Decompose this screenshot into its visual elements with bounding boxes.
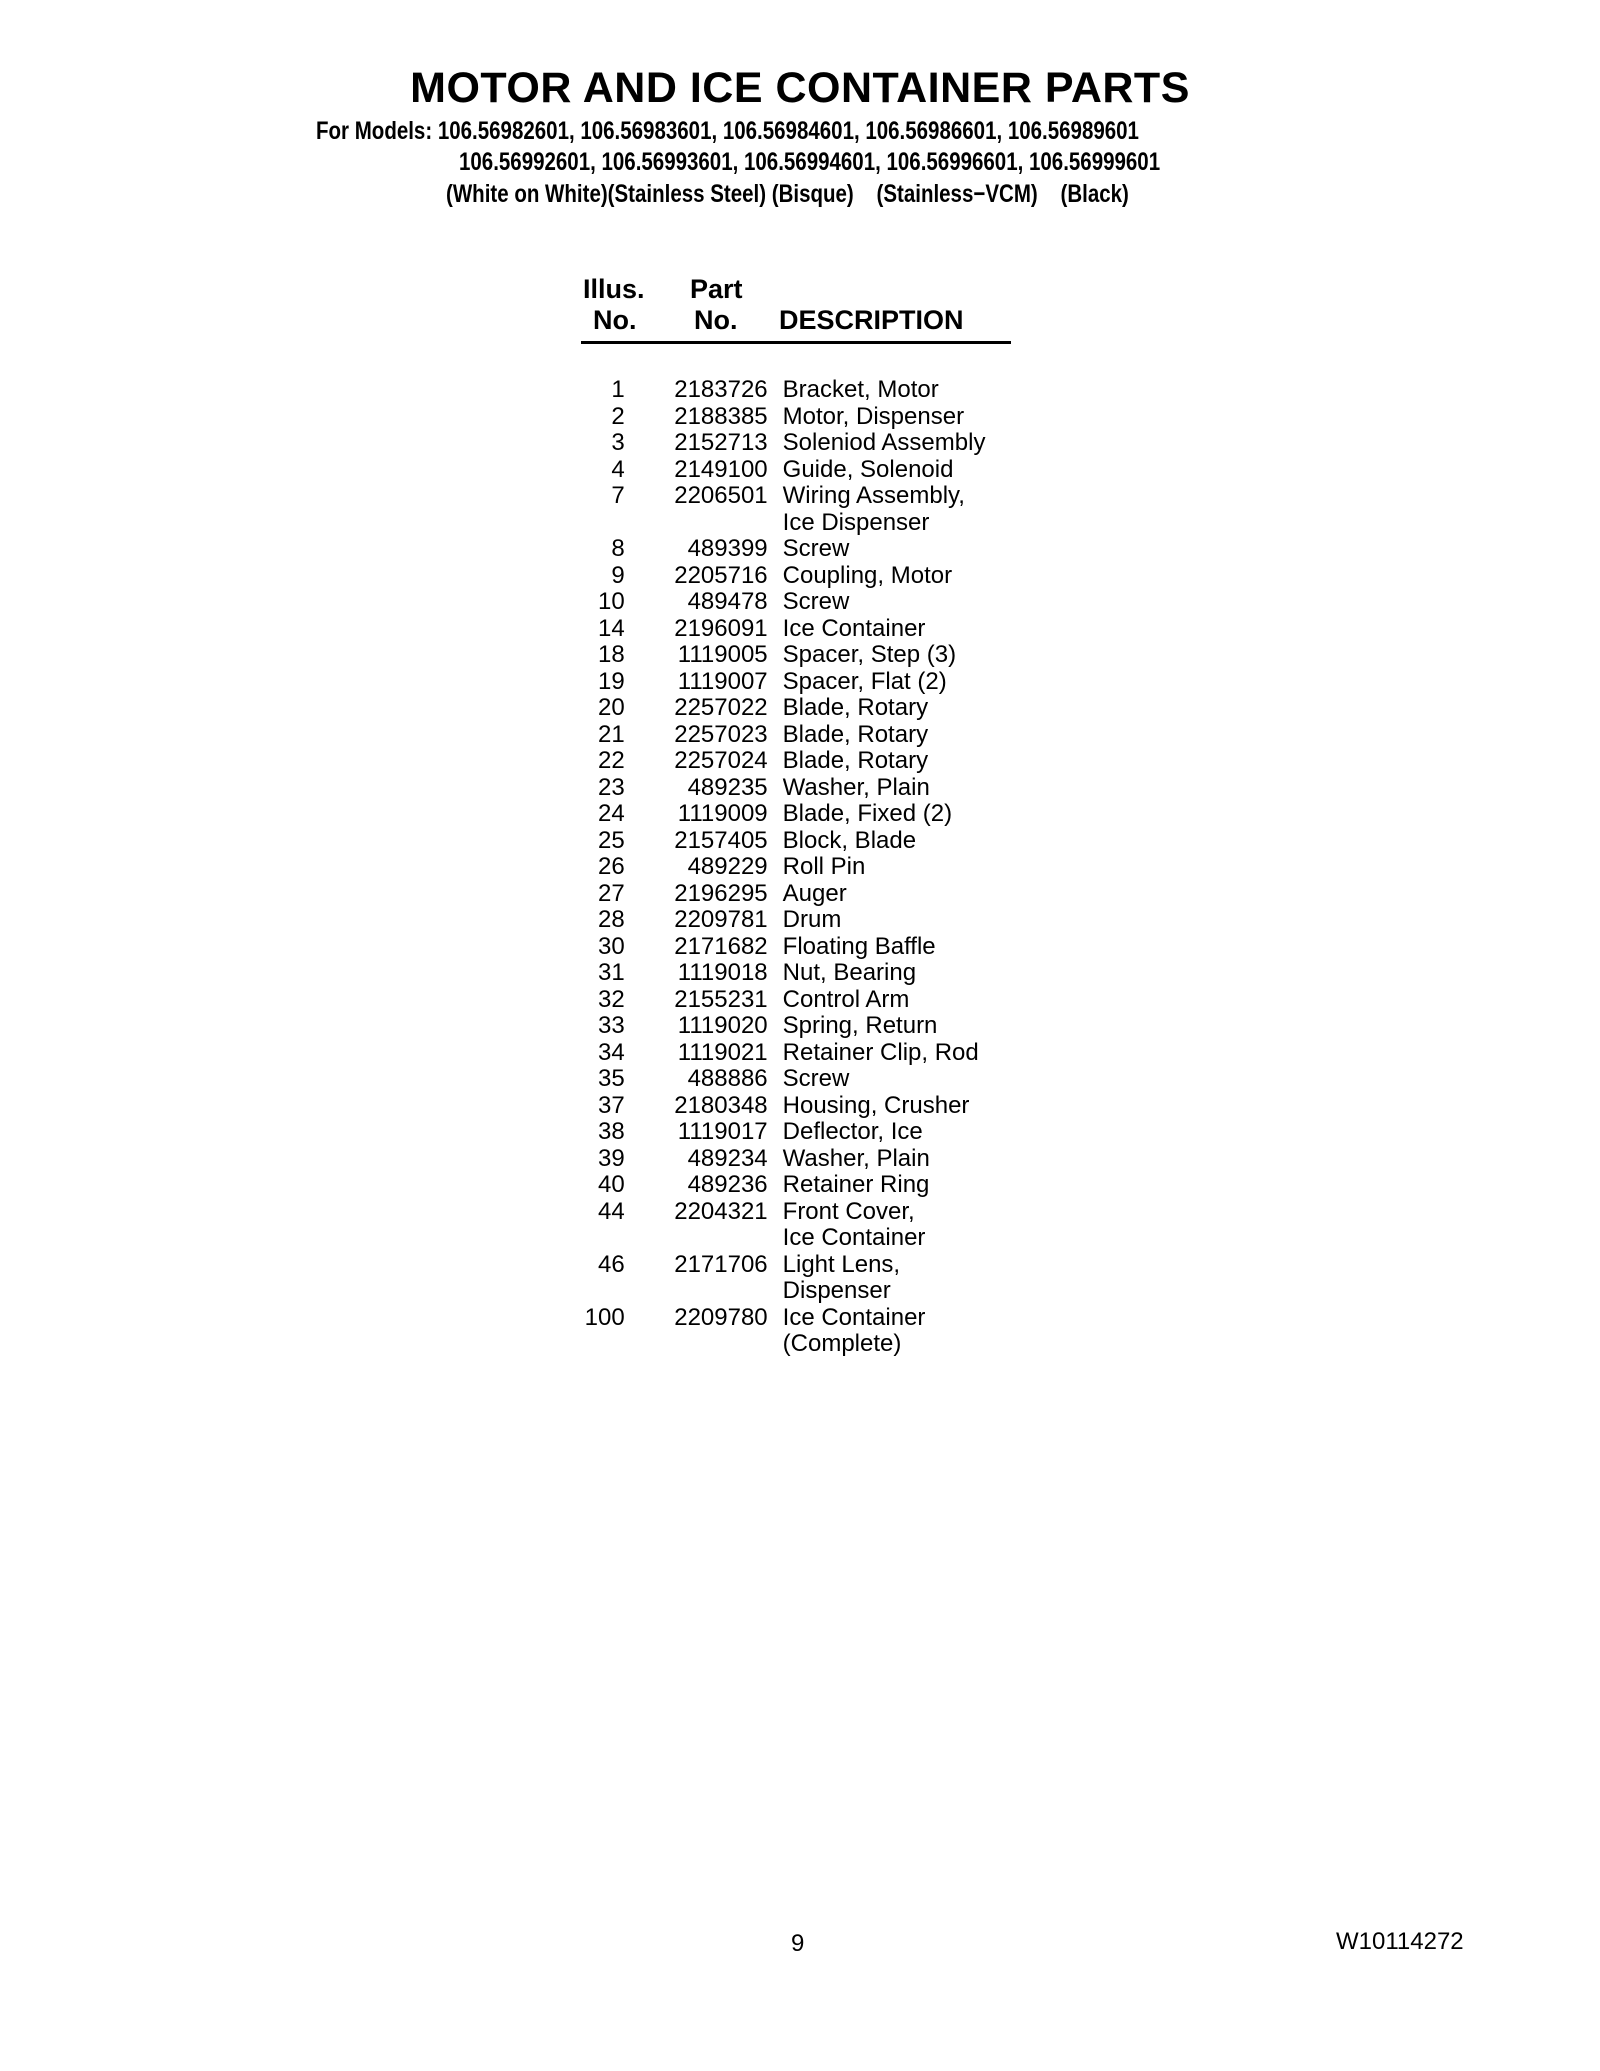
page-title: MOTOR AND ICE CONTAINER PARTS <box>410 64 1190 112</box>
description-line: Ice Container <box>782 614 926 642</box>
part-description <box>768 457 1011 484</box>
table-row <box>581 404 1011 431</box>
part-description <box>768 483 1011 536</box>
table-row <box>581 987 1011 1014</box>
table-row <box>581 1013 1011 1040</box>
illus-number: 4 <box>611 455 625 483</box>
table-row <box>581 457 1011 484</box>
part-description <box>768 404 1011 431</box>
table-row <box>581 1146 1011 1173</box>
part-number: 1119007 <box>677 667 768 695</box>
illus-number: 31 <box>597 959 625 986</box>
description-line: Floating Baffle <box>782 932 936 960</box>
part-description <box>768 1146 1011 1173</box>
illus-number: 1 <box>611 376 625 403</box>
description-line: Retainer Clip, Rod <box>782 1038 979 1066</box>
part-description <box>768 695 1011 722</box>
part-number: 489234 <box>687 1144 768 1172</box>
description-line: Screw <box>782 588 850 615</box>
part-number: 2257024 <box>674 747 768 774</box>
part-number: 1119021 <box>677 1038 768 1066</box>
part-description <box>768 801 1011 828</box>
part-description <box>768 934 1011 961</box>
description-line: Dispenser <box>782 1277 891 1304</box>
illus-number: 28 <box>597 906 625 933</box>
description-line: Screw <box>782 535 850 562</box>
part-number: 1119009 <box>677 800 768 827</box>
table-row <box>581 881 1011 908</box>
part-number: 2149100 <box>674 455 768 483</box>
part-description <box>768 1199 1011 1252</box>
description-line: Housing, Crusher <box>782 1091 970 1119</box>
description-line: Wiring Assembly, <box>782 482 965 509</box>
illus-number: 40 <box>597 1171 625 1198</box>
description-line: Deflector, Ice <box>782 1118 923 1145</box>
header-description-label: DESCRIPTION <box>779 305 964 335</box>
part-description <box>768 1252 1011 1305</box>
part-description <box>768 828 1011 855</box>
illus-number: 44 <box>597 1197 625 1225</box>
illus-number: 46 <box>597 1250 625 1278</box>
table-row <box>581 669 1011 696</box>
description-line: Screw <box>782 1065 850 1092</box>
models-line-3: (White on White)(Stainless Steel) (Bisque) (Stainless−VCM) (Black) <box>446 180 1129 208</box>
part-description <box>768 881 1011 908</box>
description-line: Control Arm <box>782 985 910 1013</box>
part-description <box>768 536 1011 563</box>
part-number: 2204321 <box>674 1197 768 1225</box>
illus-number: 34 <box>597 1038 625 1066</box>
part-number: 489478 <box>687 588 768 615</box>
part-number: 2196091 <box>674 614 768 642</box>
table-row <box>581 722 1011 749</box>
description-line: Guide, Solenoid <box>782 455 954 483</box>
table-row <box>581 430 1011 457</box>
table-row <box>581 907 1011 934</box>
part-number: 489229 <box>687 853 768 880</box>
table-row <box>581 828 1011 855</box>
illus-number: 30 <box>597 932 625 960</box>
description-line: Roll Pin <box>782 853 866 880</box>
part-number: 2157405 <box>674 826 768 854</box>
parts-table <box>581 270 1011 1358</box>
header-rule <box>581 341 1011 344</box>
part-description <box>768 1172 1011 1199</box>
description-line: Coupling, Motor <box>782 561 953 589</box>
header-part-label: Part <box>690 274 743 304</box>
table-row <box>581 1199 1011 1252</box>
illus-number: 18 <box>597 641 625 668</box>
parts-table-body <box>581 377 1011 1358</box>
table-row <box>581 1093 1011 1120</box>
part-description <box>768 775 1011 802</box>
part-number: 2188385 <box>674 402 768 430</box>
description-line: Ice Container <box>782 1224 926 1251</box>
table-row <box>581 695 1011 722</box>
description-line: Spacer, Flat (2) <box>782 667 947 695</box>
part-description <box>768 1093 1011 1120</box>
description-line: Motor, Dispenser <box>782 402 965 430</box>
description-line: Front Cover, <box>782 1197 915 1225</box>
part-description <box>768 616 1011 643</box>
part-number: 2196295 <box>674 879 768 907</box>
table-row <box>581 1172 1011 1199</box>
illus-number: 26 <box>597 853 625 880</box>
table-row <box>581 483 1011 536</box>
illus-number: 3 <box>611 429 625 456</box>
part-number: 2209781 <box>674 906 768 933</box>
part-description <box>768 987 1011 1014</box>
part-number: 2171682 <box>674 932 768 960</box>
table-row <box>581 748 1011 775</box>
illus-number: 21 <box>597 720 625 748</box>
description-line: Blade, Rotary <box>782 720 929 748</box>
illus-number: 32 <box>597 985 625 1013</box>
table-row <box>581 801 1011 828</box>
illus-number: 27 <box>597 879 625 907</box>
part-description <box>768 642 1011 669</box>
part-number: 489399 <box>687 535 768 562</box>
description-line: Block, Blade <box>782 826 917 854</box>
part-number: 489235 <box>687 773 768 801</box>
part-number: 2205716 <box>674 561 768 589</box>
illus-number: 2 <box>611 402 625 430</box>
table-row <box>581 377 1011 404</box>
description-line: Spacer, Step (3) <box>782 641 957 668</box>
description-line: Blade, Rotary <box>782 694 929 721</box>
illus-number: 100 <box>584 1303 625 1331</box>
part-number: 488886 <box>687 1065 768 1092</box>
table-row <box>581 1119 1011 1146</box>
illus-number: 25 <box>597 826 625 854</box>
description-line: Auger <box>782 879 847 907</box>
part-number: 2257023 <box>674 720 768 748</box>
part-number: 2257022 <box>674 694 768 721</box>
part-description <box>768 1305 1011 1358</box>
description-line: Spring, Return <box>782 1012 938 1039</box>
part-description <box>768 377 1011 404</box>
part-number: 2155231 <box>674 985 768 1013</box>
illus-number: 10 <box>597 588 625 615</box>
table-row <box>581 1305 1011 1358</box>
illus-number: 22 <box>597 747 625 774</box>
table-row <box>581 934 1011 961</box>
part-number: 1119005 <box>677 641 768 668</box>
header-illus-label: Illus. <box>583 274 645 304</box>
illus-number: 38 <box>597 1118 625 1145</box>
description-line: Nut, Bearing <box>782 959 917 986</box>
part-description <box>768 589 1011 616</box>
part-description <box>768 430 1011 457</box>
description-line: Blade, Rotary <box>782 747 929 774</box>
description-line: Washer, Plain <box>782 773 930 801</box>
part-number: 2171706 <box>674 1250 768 1278</box>
illus-number: 7 <box>611 482 625 509</box>
part-number: 1119017 <box>677 1118 768 1145</box>
illus-number: 24 <box>597 800 625 827</box>
table-row <box>581 563 1011 590</box>
header-part-no-label: No. <box>694 305 738 335</box>
table-row <box>581 1040 1011 1067</box>
part-number: 2209780 <box>674 1303 768 1331</box>
description-line: Drum <box>782 906 842 933</box>
illus-number: 19 <box>597 667 625 695</box>
description-line: Bracket, Motor <box>782 376 939 403</box>
description-line: Blade, Fixed (2) <box>782 800 953 827</box>
part-number: 2206501 <box>674 482 768 509</box>
part-description <box>768 1040 1011 1067</box>
table-row <box>581 960 1011 987</box>
illus-number: 35 <box>597 1065 625 1092</box>
illus-number: 9 <box>611 561 625 589</box>
part-description <box>768 960 1011 987</box>
part-number: 2152713 <box>674 429 768 456</box>
part-description <box>768 854 1011 881</box>
table-row <box>581 642 1011 669</box>
part-description <box>768 722 1011 749</box>
part-description <box>768 1066 1011 1093</box>
table-row <box>581 854 1011 881</box>
table-row <box>581 536 1011 563</box>
models-line-1: For Models: 106.56982601, 106.56983601, 106.56984601, 106.56986601, 106.56989601 <box>316 117 1139 145</box>
table-row <box>581 1066 1011 1093</box>
illus-number: 8 <box>611 535 625 562</box>
part-description <box>768 563 1011 590</box>
description-line: (Complete) <box>782 1330 902 1357</box>
table-row <box>581 775 1011 802</box>
part-number: 1119018 <box>677 959 768 986</box>
description-line: Ice Dispenser <box>782 508 930 536</box>
description-line: Washer, Plain <box>782 1144 930 1172</box>
part-description <box>768 1119 1011 1146</box>
table-row <box>581 589 1011 616</box>
illus-number: 37 <box>597 1091 625 1119</box>
part-number: 489236 <box>687 1171 768 1198</box>
models-line-2: 106.56992601, 106.56993601, 106.56994601, 106.56996601, 106.56999601 <box>459 148 1161 176</box>
table-row <box>581 1252 1011 1305</box>
description-line: Soleniod Assembly <box>782 429 986 456</box>
illus-number: 23 <box>597 773 625 801</box>
description-line: Light Lens, <box>782 1250 901 1278</box>
illus-number: 39 <box>597 1144 625 1172</box>
header-illus-no-label: No. <box>593 305 637 335</box>
part-description <box>768 907 1011 934</box>
part-number: 2180348 <box>674 1091 768 1119</box>
description-line: Ice Container <box>782 1303 926 1331</box>
description-line: Retainer Ring <box>782 1171 930 1198</box>
parts-table-header <box>581 270 1011 345</box>
part-description <box>768 1013 1011 1040</box>
page-number: 9 <box>791 1930 805 1957</box>
part-number: 2183726 <box>674 376 768 403</box>
part-description <box>768 748 1011 775</box>
document-id: W10114272 <box>1336 1928 1464 1955</box>
part-number: 1119020 <box>677 1012 768 1039</box>
part-description <box>768 669 1011 696</box>
illus-number: 33 <box>597 1012 625 1039</box>
table-row <box>581 616 1011 643</box>
illus-number: 20 <box>597 694 625 721</box>
illus-number: 14 <box>597 614 625 642</box>
